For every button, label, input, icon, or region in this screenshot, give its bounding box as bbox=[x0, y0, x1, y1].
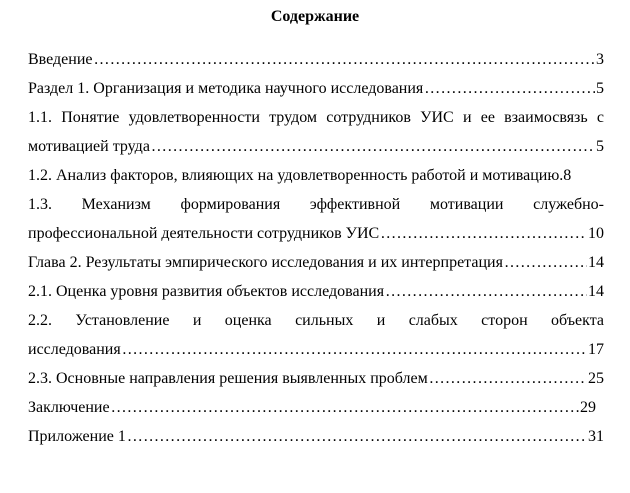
toc-page-number: 5 bbox=[596, 80, 604, 97]
toc-entry-1-3-line1[interactable]: 1.3. Механизм формирования эффективной мотивации служебно- bbox=[28, 196, 604, 213]
toc-entry-label: Раздел 1. Организация и методика научного исследования bbox=[28, 80, 424, 97]
toc-entry-1-1[interactable] bbox=[28, 132, 604, 161]
toc-entry-2-1[interactable] bbox=[28, 277, 604, 306]
toc-entry-section-1[interactable] bbox=[28, 74, 604, 103]
toc-dot-leader bbox=[429, 364, 587, 393]
toc-entry-2-2-line1[interactable]: 2.2. Установление и оценка сильных и слабых сторон объекта bbox=[28, 312, 604, 329]
toc-entry-label: Заключение bbox=[28, 399, 110, 416]
toc-entry-chapter-2[interactable] bbox=[28, 248, 604, 277]
toc-dot-leader bbox=[504, 248, 587, 277]
toc-dot-leader bbox=[111, 393, 579, 422]
toc-entry-label: Введение bbox=[28, 51, 93, 68]
toc-dot-leader bbox=[151, 132, 595, 161]
toc-page-number: 14 bbox=[588, 283, 604, 300]
toc-dot-leader bbox=[122, 335, 587, 364]
toc-page-number: 10 bbox=[588, 225, 604, 242]
toc-dot-leader bbox=[94, 45, 596, 74]
toc-page-number: 3 bbox=[596, 51, 604, 68]
page-title: Содержание bbox=[270, 8, 360, 25]
toc-entry-introduction[interactable] bbox=[28, 45, 604, 74]
toc-entry-label: профессиональной деятельности сотрудников УИС bbox=[28, 225, 380, 242]
toc-page-number: 14 bbox=[588, 254, 604, 271]
toc-page-number: 25 bbox=[588, 370, 604, 387]
toc-dot-leader bbox=[424, 74, 595, 103]
toc-entry-1-3[interactable] bbox=[28, 219, 604, 248]
table-of-contents bbox=[28, 45, 604, 451]
toc-entry-2-2[interactable] bbox=[28, 335, 604, 364]
toc-entry-conclusion[interactable] bbox=[28, 393, 596, 422]
toc-entry-2-3[interactable] bbox=[28, 364, 604, 393]
toc-entry-label: мотивацией труда bbox=[28, 138, 150, 155]
toc-entry-label: 2.1. Оценка уровня развития объектов исследования bbox=[28, 283, 385, 300]
toc-page-number: 29 bbox=[580, 399, 596, 416]
toc-page-number: 31 bbox=[588, 428, 604, 445]
toc-entry-label: Глава 2. Результаты эмпирического исследования и их интерпретация bbox=[28, 254, 503, 271]
toc-entry-label: 2.3. Основные направления решения выявленных проблем bbox=[28, 370, 428, 387]
toc-entry-appendix-1[interactable] bbox=[28, 422, 604, 451]
toc-page-number: 17 bbox=[588, 341, 604, 358]
toc-entry-label: 1.2. Анализ факторов, влияющих на удовлетворенность работой и мотивацию. bbox=[28, 167, 564, 184]
toc-entry-1-1-line1[interactable]: 1.1. Понятие удовлетворенности трудом сотрудников УИС и ее взаимосвязь с bbox=[28, 109, 604, 126]
toc-entry-1-2[interactable] bbox=[28, 161, 604, 190]
toc-page-number: 5 bbox=[596, 138, 604, 155]
toc-dot-leader bbox=[127, 422, 587, 451]
toc-entry-label: Приложение 1 bbox=[28, 428, 126, 445]
toc-dot-leader bbox=[380, 219, 587, 248]
toc-dot-leader bbox=[385, 277, 587, 306]
toc-page-number: 8 bbox=[563, 167, 572, 184]
toc-entry-label: исследования bbox=[28, 341, 121, 358]
